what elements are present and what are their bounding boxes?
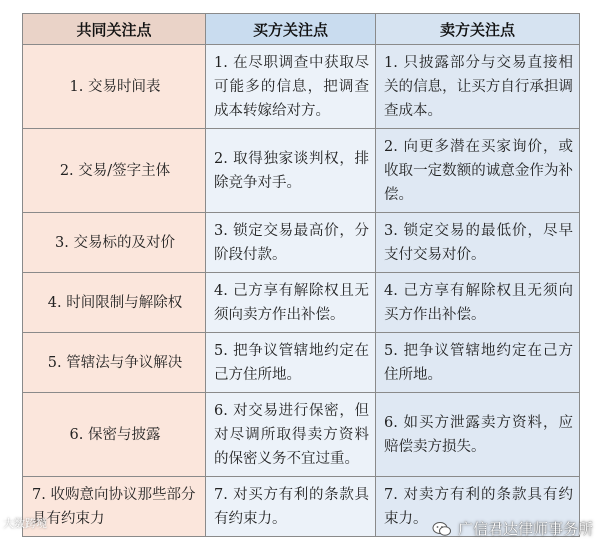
seller-cell: 4. 己方享有解除权且无须向买方作出补偿。: [376, 273, 580, 333]
topic-cell: 2. 交易/签字主体: [23, 129, 206, 213]
buyer-cell: 5. 把争议管辖地约定在己方住所地。: [206, 333, 376, 393]
topic-cell: 1. 交易时间表: [23, 45, 206, 129]
comparison-table: [22, 13, 580, 537]
header-common: 共同关注点: [23, 14, 206, 45]
header-row: [23, 14, 580, 45]
seller-cell: 6. 如买方泄露卖方资料，应赔偿卖方损失。: [376, 393, 580, 477]
table-row: [23, 129, 580, 213]
header-seller: 卖方关注点: [376, 14, 580, 45]
header-buyer: 买方关注点: [206, 14, 376, 45]
topic-cell: 4. 时间限制与解除权: [23, 273, 206, 333]
topic-cell: 3. 交易标的及对价: [23, 213, 206, 273]
topic-cell: 5. 管辖法与争议解决: [23, 333, 206, 393]
seller-cell: 7. 对卖方有利的条款具有约束力。: [376, 477, 580, 537]
buyer-cell: 1. 在尽职调查中获取尽可能多的信息，把调查成本转嫁给对方。: [206, 45, 376, 129]
seller-cell: 5. 把争议管辖地约定在己方住所地。: [376, 333, 580, 393]
table-row: [23, 273, 580, 333]
topic-cell: 6. 保密与披露: [23, 393, 206, 477]
buyer-cell: 2. 取得独家谈判权，排除竞争对手。: [206, 129, 376, 213]
seller-cell: 1. 只披露部分与交易直接相关的信息，让买方自行承担调查成本。: [376, 45, 580, 129]
table-row: [23, 45, 580, 129]
buyer-cell: 3. 锁定交易最高价，分阶段付款。: [206, 213, 376, 273]
watermark-right: [432, 518, 593, 539]
seller-cell: 3. 锁定交易的最低价，尽早支付交易对价。: [376, 213, 580, 273]
wechat-icon: [432, 521, 452, 537]
seller-cell: 2. 向更多潜在买家询价，或收取一定数额的诚意金作为补偿。: [376, 129, 580, 213]
watermark-left: 大数跨境: [3, 517, 47, 530]
table-row: [23, 213, 580, 273]
table-row: [23, 333, 580, 393]
buyer-cell: 7. 对买方有利的条款具有约束力。: [206, 477, 376, 537]
buyer-cell: 6. 对交易进行保密，但对尽调所取得卖方资料的保密义务不宜过重。: [206, 393, 376, 477]
topic-cell: 7. 收购意向协议那些部分具有约束力: [23, 477, 206, 537]
table-row: [23, 393, 580, 477]
watermark-right-text: 广信君达律师事务所: [457, 520, 593, 538]
buyer-cell: 4. 己方享有解除权且无须向卖方作出补偿。: [206, 273, 376, 333]
